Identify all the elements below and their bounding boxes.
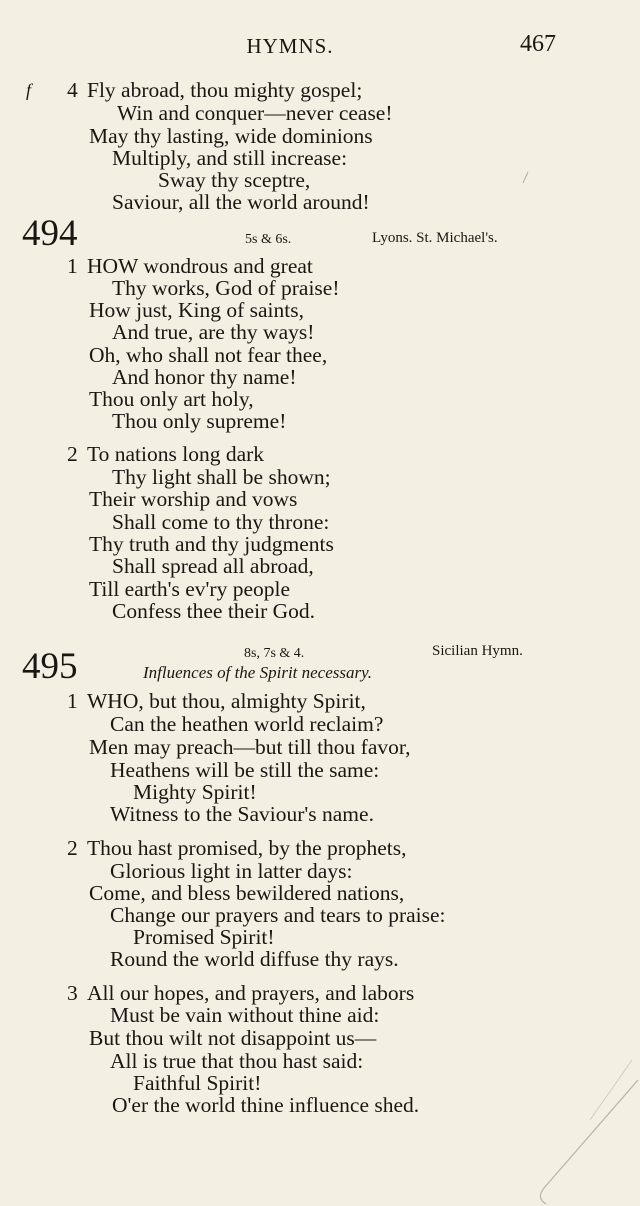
- verse-line: Multiply, and still increase:: [112, 146, 348, 170]
- verse-line: 3 All our hopes, and prayers, and labors: [67, 981, 415, 1005]
- hymn-meter: 5s & 6s.: [245, 232, 292, 247]
- verse-line: 1 WHO, but thou, almighty Spirit,: [67, 689, 366, 713]
- paper-crease-mark: [520, 1060, 640, 1206]
- hymn-tunes: Sicilian Hymn.: [432, 643, 523, 659]
- verse-line: Win and conquer—never cease!: [117, 101, 393, 125]
- verse-line: Change our prayers and tears to praise:: [110, 903, 446, 927]
- verse-line: Till earth's ev'ry people: [89, 577, 291, 601]
- verse-line: Oh, who shall not fear thee,: [89, 343, 328, 367]
- verse-line: Thou only supreme!: [112, 409, 287, 433]
- verse-number: 1: [67, 689, 78, 713]
- verse-line: 1 HOW wondrous and great: [67, 254, 313, 278]
- verse-line: Thy truth and thy judgments: [89, 532, 334, 556]
- verse-number: 2: [67, 442, 78, 466]
- verse-line: O'er the world thine influence shed.: [112, 1093, 420, 1117]
- dynamic-mark: f: [26, 80, 32, 100]
- verse-line: 2 To nations long dark: [67, 442, 265, 466]
- verse-line: Heathens will be still the same:: [110, 758, 380, 782]
- verse-line: All is true that thou hast said:: [110, 1049, 364, 1073]
- verse-line: Round the world diffuse thy rays.: [110, 947, 399, 971]
- verse-line: Saviour, all the world around!: [112, 190, 370, 214]
- verse-line: Come, and bless bewildered nations,: [89, 881, 405, 905]
- verse-line: Faithful Spirit!: [133, 1071, 262, 1095]
- verse-line: Sway thy sceptre,: [158, 168, 311, 192]
- verse-line: Must be vain without thine aid:: [110, 1003, 380, 1027]
- running-title: HYMNS.: [246, 34, 334, 58]
- verse-line: Can the heathen world reclaim?: [110, 712, 384, 736]
- verse-line: Witness to the Saviour's name.: [110, 802, 374, 826]
- verse-line: Men may preach—but till thou favor,: [89, 735, 411, 759]
- verse-number: 1: [67, 254, 78, 278]
- verse-number: 4: [67, 78, 78, 102]
- hymn-meter: 8s, 7s & 4.: [244, 646, 305, 661]
- hymn-tunes: Lyons. St. Michael's.: [372, 230, 498, 246]
- verse-line: May thy lasting, wide dominions: [89, 124, 373, 148]
- verse-number: 3: [67, 981, 78, 1005]
- verse-line: Thy light shall be shown;: [112, 465, 331, 489]
- hymn-number: 495: [22, 646, 78, 687]
- verse-line: Thy works, God of praise!: [112, 276, 340, 300]
- verse-line: And true, are thy ways!: [112, 320, 315, 344]
- page-number: 467: [520, 31, 556, 57]
- verse-line: Thou only art holy,: [89, 387, 254, 411]
- verse-line: Confess thee their God.: [112, 599, 316, 623]
- verse-line: And honor thy name!: [112, 365, 297, 389]
- hymn-number: 494: [22, 213, 78, 254]
- verse-line: Shall come to thy throne:: [112, 510, 330, 534]
- verse-line: Promised Spirit!: [133, 925, 275, 949]
- verse-line: But thou wilt not disappoint us—: [89, 1026, 377, 1050]
- verse-line: 2 Thou hast promised, by the prophets,: [67, 836, 407, 860]
- verse-line: Mighty Spirit!: [133, 780, 257, 804]
- verse-line: 4 Fly abroad, thou mighty gospel;: [67, 78, 363, 102]
- ink-speck: [520, 170, 530, 186]
- verse-number: 2: [67, 836, 78, 860]
- verse-line: Glorious light in latter days:: [110, 859, 353, 883]
- verse-line: How just, King of saints,: [89, 298, 304, 322]
- hymn-subtitle: Influences of the Spirit necessary.: [143, 663, 372, 682]
- verse-line: Their worship and vows: [89, 487, 298, 511]
- verse-line: Shall spread all abroad,: [112, 554, 314, 578]
